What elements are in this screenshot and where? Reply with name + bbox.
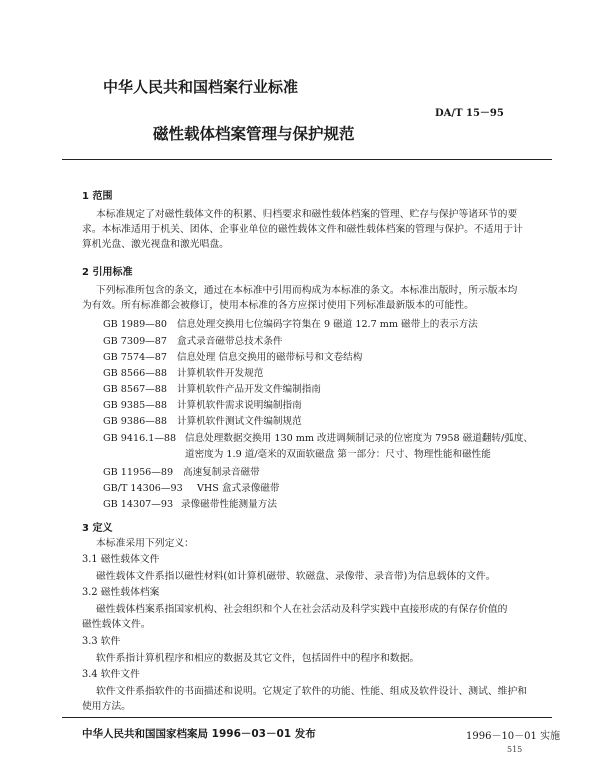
effective-date: 1996－10－01 实施 bbox=[466, 731, 561, 742]
reference-title: 计算机软件产品开发文件编制指南 bbox=[177, 384, 321, 395]
definition-3-4-text-line-1: 软件文件系指软件的书面描述和说明。它规定了软件的功能、性能、组成及软件设计、测试、维护和 bbox=[96, 686, 528, 697]
reference-code: GB 8567—88 bbox=[103, 384, 167, 395]
reference-item bbox=[103, 464, 260, 478]
reference-title: VHS 盒式录像磁带 bbox=[197, 483, 280, 494]
definition-3-2-text-line-1: 磁性载体档案系指国家机构、社会组织和个人在社会活动及科学实践中直接形成的有保存价值的 bbox=[96, 604, 508, 615]
issuer-line: 中华人民共和国国家档案局 1996－03－01 发布 bbox=[82, 728, 316, 740]
section-2-intro-line-1: 下列标准所包含的条文，通过在本标准中引用而构成为本标准的条文。本标准出版时，所示版本均 bbox=[96, 285, 518, 296]
reference-code: GB 9386—88 bbox=[103, 416, 167, 427]
reference-code: GB 11956—89 bbox=[103, 467, 174, 478]
reference-title: 高速复制录音磁带 bbox=[183, 467, 260, 478]
reference-code: GB 8566—88 bbox=[103, 368, 167, 379]
reference-title: 信息处理交换用七位编码字符集在 9 磁道 12.7 mm 磁带上的表示方法 bbox=[177, 319, 478, 330]
reference-title: 盒式录音磁带总技术条件 bbox=[177, 336, 283, 347]
section-2-intro-line-2: 为有效。所有标准都会被修订，使用本标准的各方应探讨使用下列标准最新版本的可能性。 bbox=[82, 300, 474, 311]
footer-rule bbox=[62, 717, 552, 718]
reference-title: 计算机软件需求说明编制指南 bbox=[177, 400, 302, 411]
definition-3-3-text: 软件系指计算机程序和相应的数据及其它文件，包括固件中的程序和数据。 bbox=[96, 653, 420, 664]
reference-title: 计算机软件开发规范 bbox=[177, 368, 264, 379]
definition-3-4-text-line-2: 使用方法。 bbox=[82, 701, 131, 712]
reference-code: GB 7309—87 bbox=[103, 336, 167, 347]
definition-3-1-heading: 3.1 磁性载体文件 bbox=[82, 554, 160, 565]
definition-3-4-heading: 3.4 软件文件 bbox=[82, 669, 140, 680]
reference-item-long bbox=[103, 430, 533, 444]
section-2-heading: 2 引用标准 bbox=[82, 267, 133, 278]
document-title: 磁性载体档案管理与保护规范 bbox=[153, 125, 355, 143]
reference-item bbox=[103, 397, 302, 411]
definition-3-2-text-line-2: 磁性载体文件。 bbox=[82, 619, 151, 630]
reference-code: GB 14307—93 bbox=[103, 499, 174, 510]
definition-3-3-heading: 3.3 软件 bbox=[82, 636, 121, 647]
definition-3-2-heading: 3.2 磁性载体档案 bbox=[82, 587, 160, 598]
reference-item bbox=[103, 349, 362, 363]
reference-code: GB 9416.1—88 bbox=[103, 433, 177, 444]
definition-3-1-text: 磁性载体文件系指以磁性材料(如计算机磁带、软磁盘、录像带、录音带)为信息载体的文件。 bbox=[96, 571, 496, 582]
section-1-text-line-1: 本标准规定了对磁性载体文件的积累、归档要求和磁性载体档案的管理、贮存与保护等诸环节的要 bbox=[96, 209, 518, 220]
reference-item bbox=[103, 365, 263, 379]
reference-title: 计算机软件测试文件编制规范 bbox=[177, 416, 302, 427]
section-3-intro: 本标准采用下列定义： bbox=[96, 538, 194, 549]
section-1-text-line-2: 求。本标准适用于机关、团体、企事业单位的磁性载体文件和磁性载体档案的管理与保护。不适用于计 bbox=[82, 224, 523, 235]
section-1-heading: 1 范围 bbox=[82, 191, 113, 202]
page-number: 515 bbox=[507, 745, 523, 754]
section-1-text-line-3: 算机光盘、激光视盘和激光唱盘。 bbox=[82, 239, 229, 250]
reference-code: GB 9385—88 bbox=[103, 400, 167, 411]
header-rule bbox=[62, 159, 552, 160]
reference-title-line-1: 信息处理数据交换用 130 mm 改进调频制记录的位密度为 7958 磁道翻转/弧度、 bbox=[185, 433, 534, 444]
reference-title-line-2: 道密度为 1.9 道/毫米的双面软磁盘 第一部分：尺寸、物理性能和磁性能 bbox=[185, 449, 491, 460]
reference-code: GB 1989—80 bbox=[103, 319, 167, 330]
reference-item bbox=[103, 333, 283, 347]
reference-item bbox=[103, 480, 279, 494]
standard-code: DA/T 15－95 bbox=[435, 108, 504, 119]
reference-item bbox=[103, 381, 321, 395]
reference-item bbox=[103, 413, 302, 427]
industry-standard-title: 中华人民共和国档案行业标准 bbox=[103, 78, 299, 96]
reference-item bbox=[103, 316, 478, 330]
reference-code: GB/T 14306—93 bbox=[103, 483, 183, 494]
reference-code: GB 7574—87 bbox=[103, 352, 167, 363]
reference-title: 信息处理 信息交换用的磁带标号和文卷结构 bbox=[177, 352, 363, 363]
reference-item bbox=[103, 496, 277, 510]
reference-title: 录像磁带性能测量方法 bbox=[181, 499, 277, 510]
section-3-heading: 3 定义 bbox=[82, 523, 113, 534]
